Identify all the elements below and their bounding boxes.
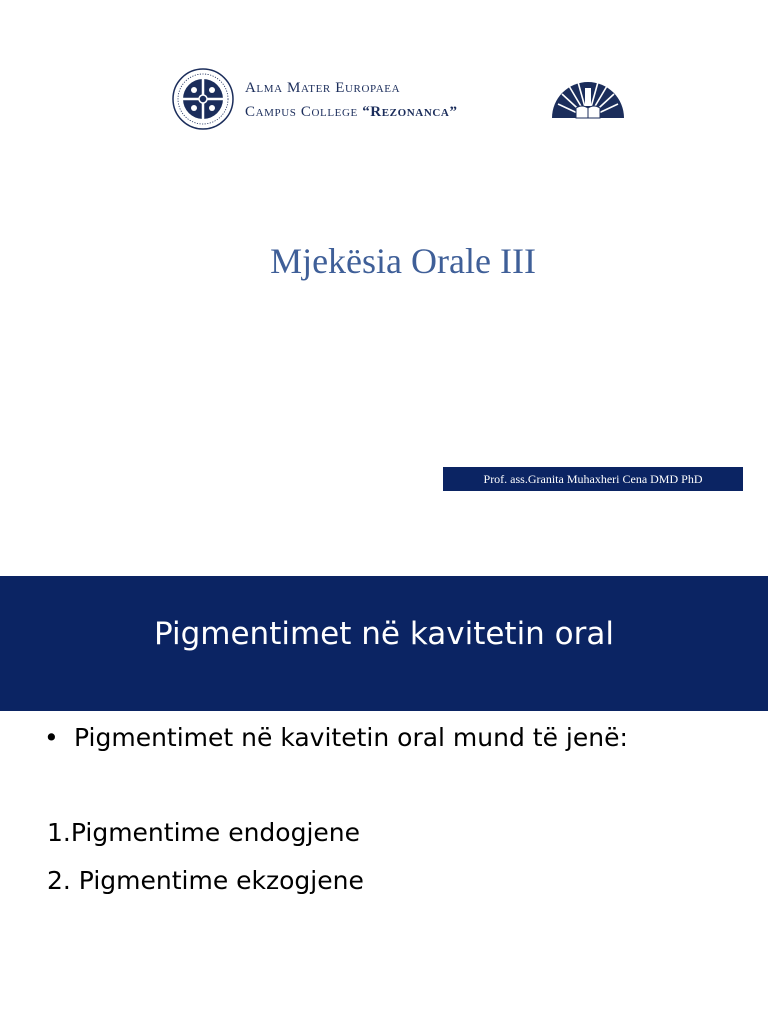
slide-title: Pigmentimet në kavitetin oral: [153, 616, 615, 652]
bullet-text: Pigmentimet në kavitetin oral mund të jenë:: [74, 723, 628, 752]
bullet-item: [44, 723, 628, 752]
slide-title-banner: [0, 576, 768, 711]
list-item-exogenous: 2. Pigmentime ekzogjene: [47, 866, 364, 895]
university-seal-icon: [172, 68, 234, 130]
bullet-dot-icon: •: [44, 723, 59, 752]
rezonanca-sunburst-icon: [548, 74, 628, 120]
college-name-line2-prefix: Campus College: [245, 104, 363, 120]
college-name-line2-name: “Rezonanca”: [362, 104, 458, 120]
college-name: [245, 76, 458, 124]
list-item-endogenous: 1.Pigmentime endogjene: [47, 818, 361, 847]
course-title: Mjekësia Orale III: [270, 241, 536, 281]
college-name-line1: Alma Mater Europaea: [245, 80, 401, 96]
college-name-line2: [245, 100, 458, 124]
author-label: Prof. ass.Granita Muhaxheri Cena DMD PhD: [443, 467, 743, 491]
content-slide: [0, 576, 768, 1024]
college-logo-row: [172, 68, 632, 132]
